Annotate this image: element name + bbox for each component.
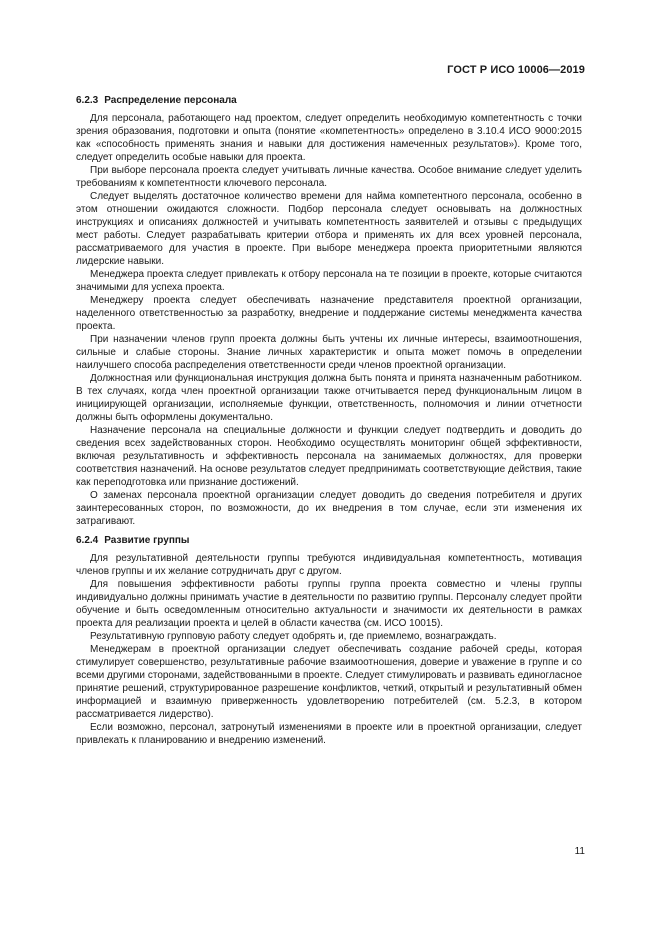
paragraph: Результативную групповую работу следует одобрять и, где приемлемо, вознаграждать. bbox=[90, 631, 497, 642]
paragraph: Назначение персонала на специальные должности и функции следует подтвердить и доводить до сведения всех задействованных сторон. Необходимо осуществлять мониторинг общей эффективности, включая результативность и эффективность персонала на занимаемых должностях, для проверки соответствия назначений. На основе результатов следует предпринимать соответствующие действия, такие как переподготовка или признание достижений. bbox=[76, 425, 582, 488]
section-title: Развитие группы bbox=[104, 535, 190, 546]
section-number: 6.2.3 bbox=[76, 95, 99, 106]
page-number: 11 bbox=[574, 846, 585, 857]
paragraph: Менеджеру проекта следует обеспечивать назначение представителя проектной организации, наделенного ответственностью за разработку, внедрение и поддержание системы менеджмента качества проекта. bbox=[76, 295, 582, 332]
paragraph: Если возможно, персонал, затронутый изменениями в проекте или в проектной организации, следует привлекать к планированию и внедрению изменений. bbox=[76, 722, 582, 746]
section-number: 6.2.4 bbox=[76, 535, 99, 546]
section-title: Распределение персонала bbox=[104, 95, 237, 106]
section-heading-6-2-4 bbox=[76, 534, 582, 547]
document-code-header: ГОСТ Р ИСО 10006—2019 bbox=[447, 64, 585, 76]
paragraph: О заменах персонала проектной организации следует доводить до сведения потребителя и других заинтересованных сторон, по возможности, до их внедрения в том случае, если эти изменения их затрагивают. bbox=[76, 490, 582, 527]
paragraph: Для повышения эффективности работы группы группа проекта совместно и члены группы индивидуально должны принимать участие в деятельности по развитию группы. Персоналу следует пройти обучение и быть осведомленным относительно актуальности и значимости их деятельности в рамках проекта для реализации проекта и целей в области качества (см. ИСО 10015). bbox=[76, 579, 582, 629]
paragraph: Менеджера проекта следует привлекать к отбору персонала на те позиции в проекте, которые считаются значимыми для успеха проекта. bbox=[76, 269, 582, 293]
paragraph: Должностная или функциональная инструкция должна быть понята и принята назначенным работником. В тех случаях, когда член проектной организации также отчитывается перед функциональным лицом в инициирующей организации, исполняемые функции, ответственность, полномочия и линии отчетности должны быть оформлены документально. bbox=[76, 373, 582, 423]
paragraph: Для результативной деятельности группы требуются индивидуальная компетентность, мотивация членов группы и их желание сотрудничать друг с другом. bbox=[76, 553, 582, 577]
paragraph: Для персонала, работающего над проектом, следует определить необходимую компетентность с точки зрения образования, подготовки и опыта (понятие «компетентность» определено в 3.10.4 ИСО 9000:2015 как «способность применять знания и навыки для достижения намеченных результатов»). Кроме того, следует определить особые навыки для проекта. bbox=[76, 113, 582, 163]
paragraph: При выборе персонала проекта следует учитывать личные качества. Особое внимание следует уделить требованиям к компетентности ключевого персонала. bbox=[76, 165, 582, 189]
document-body bbox=[76, 94, 582, 747]
paragraph: При назначении членов групп проекта должны быть учтены их личные интересы, взаимоотношения, сильные и слабые стороны. Знание личных характеристик и опыта может помочь в определении наилучшего способа распределения ответственности среди членов проектной организации. bbox=[76, 334, 582, 371]
paragraph: Следует выделять достаточное количество времени для найма компетентного персонала, особенно в этом отношении ожидаются сложности. Подбор персонала следует основывать на должностных инструкциях и описаниях должностей и учитывать компетентность заявителей и отзывы с предыдущих мест работы. Следует разрабатывать критерии отбора и применять их для всех уровней персонала, рассматриваемого для участия в проекте. При выборе менеджера проекта приоритетными являются лидерские навыки. bbox=[76, 191, 582, 267]
section-heading-6-2-3 bbox=[76, 94, 582, 107]
paragraph: Менеджерам в проектной организации следует обеспечивать создание рабочей среды, которая стимулирует совершенство, результативные рабочие взаимоотношения, доверие и уважение в группе и со всеми другими сторонами, задействованными в проекте. Следует стимулировать и развивать единогласное принятие решений, структурированное разрешение конфликтов, четкий, открытый и результативный обмен информацией и взаимную приверженность удовлетворению потребителей (см. 5.2.3, в котором рассматривается лидерство). bbox=[76, 644, 582, 720]
